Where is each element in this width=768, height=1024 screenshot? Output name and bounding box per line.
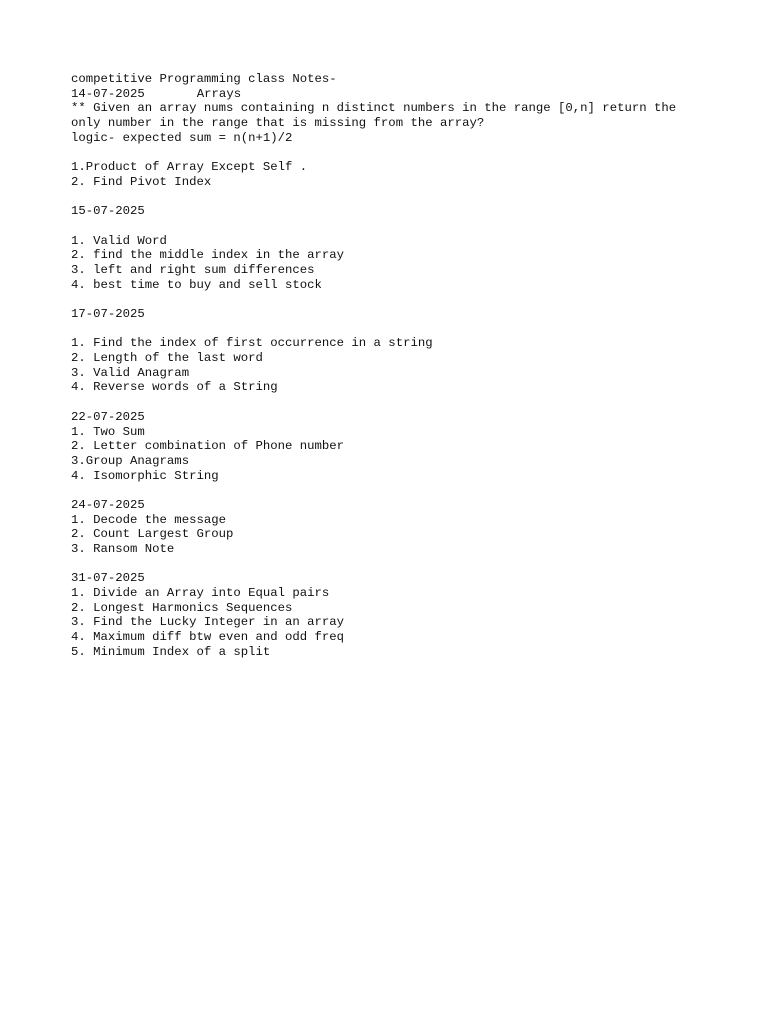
list-item: 3. left and right sum differences bbox=[71, 262, 315, 277]
notes-title: competitive Programming class Notes- bbox=[71, 72, 337, 86]
logic-line: logic- expected sum = n(n+1)/2 bbox=[71, 130, 293, 145]
section-date: 17-07-2025 bbox=[71, 307, 145, 321]
list-item: 2. Find Pivot Index bbox=[71, 174, 212, 189]
list-item: 1. Divide an Array into Equal pairs bbox=[71, 586, 330, 601]
list-item: 2. Length of the last word bbox=[71, 351, 263, 366]
intro-date: 14-07-2025 bbox=[71, 86, 145, 101]
list-item: 3. Ransom Note bbox=[71, 542, 175, 556]
list-item: 1. Two Sum bbox=[71, 424, 145, 439]
list-item: 5. Minimum Index of a split bbox=[71, 644, 271, 659]
section-date: 22-07-2025 bbox=[71, 409, 145, 424]
list-item: 2. Count Largest Group bbox=[71, 527, 234, 542]
list-item: 2. Letter combination of Phone number bbox=[71, 439, 345, 454]
list-item: 2. Longest Harmonics Sequences bbox=[71, 600, 293, 615]
section-date: 24-07-2025 bbox=[71, 497, 145, 512]
list-item: 4. best time to buy and sell stock bbox=[71, 277, 322, 292]
list-item: 3. Valid Anagram bbox=[71, 365, 190, 380]
list-item: 1. Decode the message bbox=[71, 512, 226, 527]
list-item: 2. find the middle index in the array bbox=[71, 248, 345, 263]
question-line-1: ** Given an array nums containing n distinct numbers in the range [0,n] return the bbox=[71, 101, 677, 116]
list-item: 4. Reverse words of a String bbox=[71, 380, 278, 395]
intro-topic: Arrays bbox=[196, 86, 242, 101]
list-item: 4. Isomorphic String bbox=[71, 468, 219, 483]
question-line-2: only number in the range that is missing from the array? bbox=[71, 116, 485, 131]
section-date: 15-07-2025 bbox=[71, 204, 145, 219]
list-item: 4. Maximum diff btw even and odd freq bbox=[71, 630, 345, 645]
list-item: 1. Find the index of first occurrence in a string bbox=[71, 336, 433, 351]
section-date: 31-07-2025 bbox=[71, 571, 145, 586]
list-item: 3.Group Anagrams bbox=[71, 453, 190, 468]
notes-page bbox=[71, 72, 731, 660]
intro-header bbox=[71, 87, 731, 102]
list-item: 3. Find the Lucky Integer in an array bbox=[71, 615, 345, 630]
list-item: 1.Product of Array Except Self . bbox=[71, 160, 308, 175]
list-item: 1. Valid Word bbox=[71, 233, 167, 248]
